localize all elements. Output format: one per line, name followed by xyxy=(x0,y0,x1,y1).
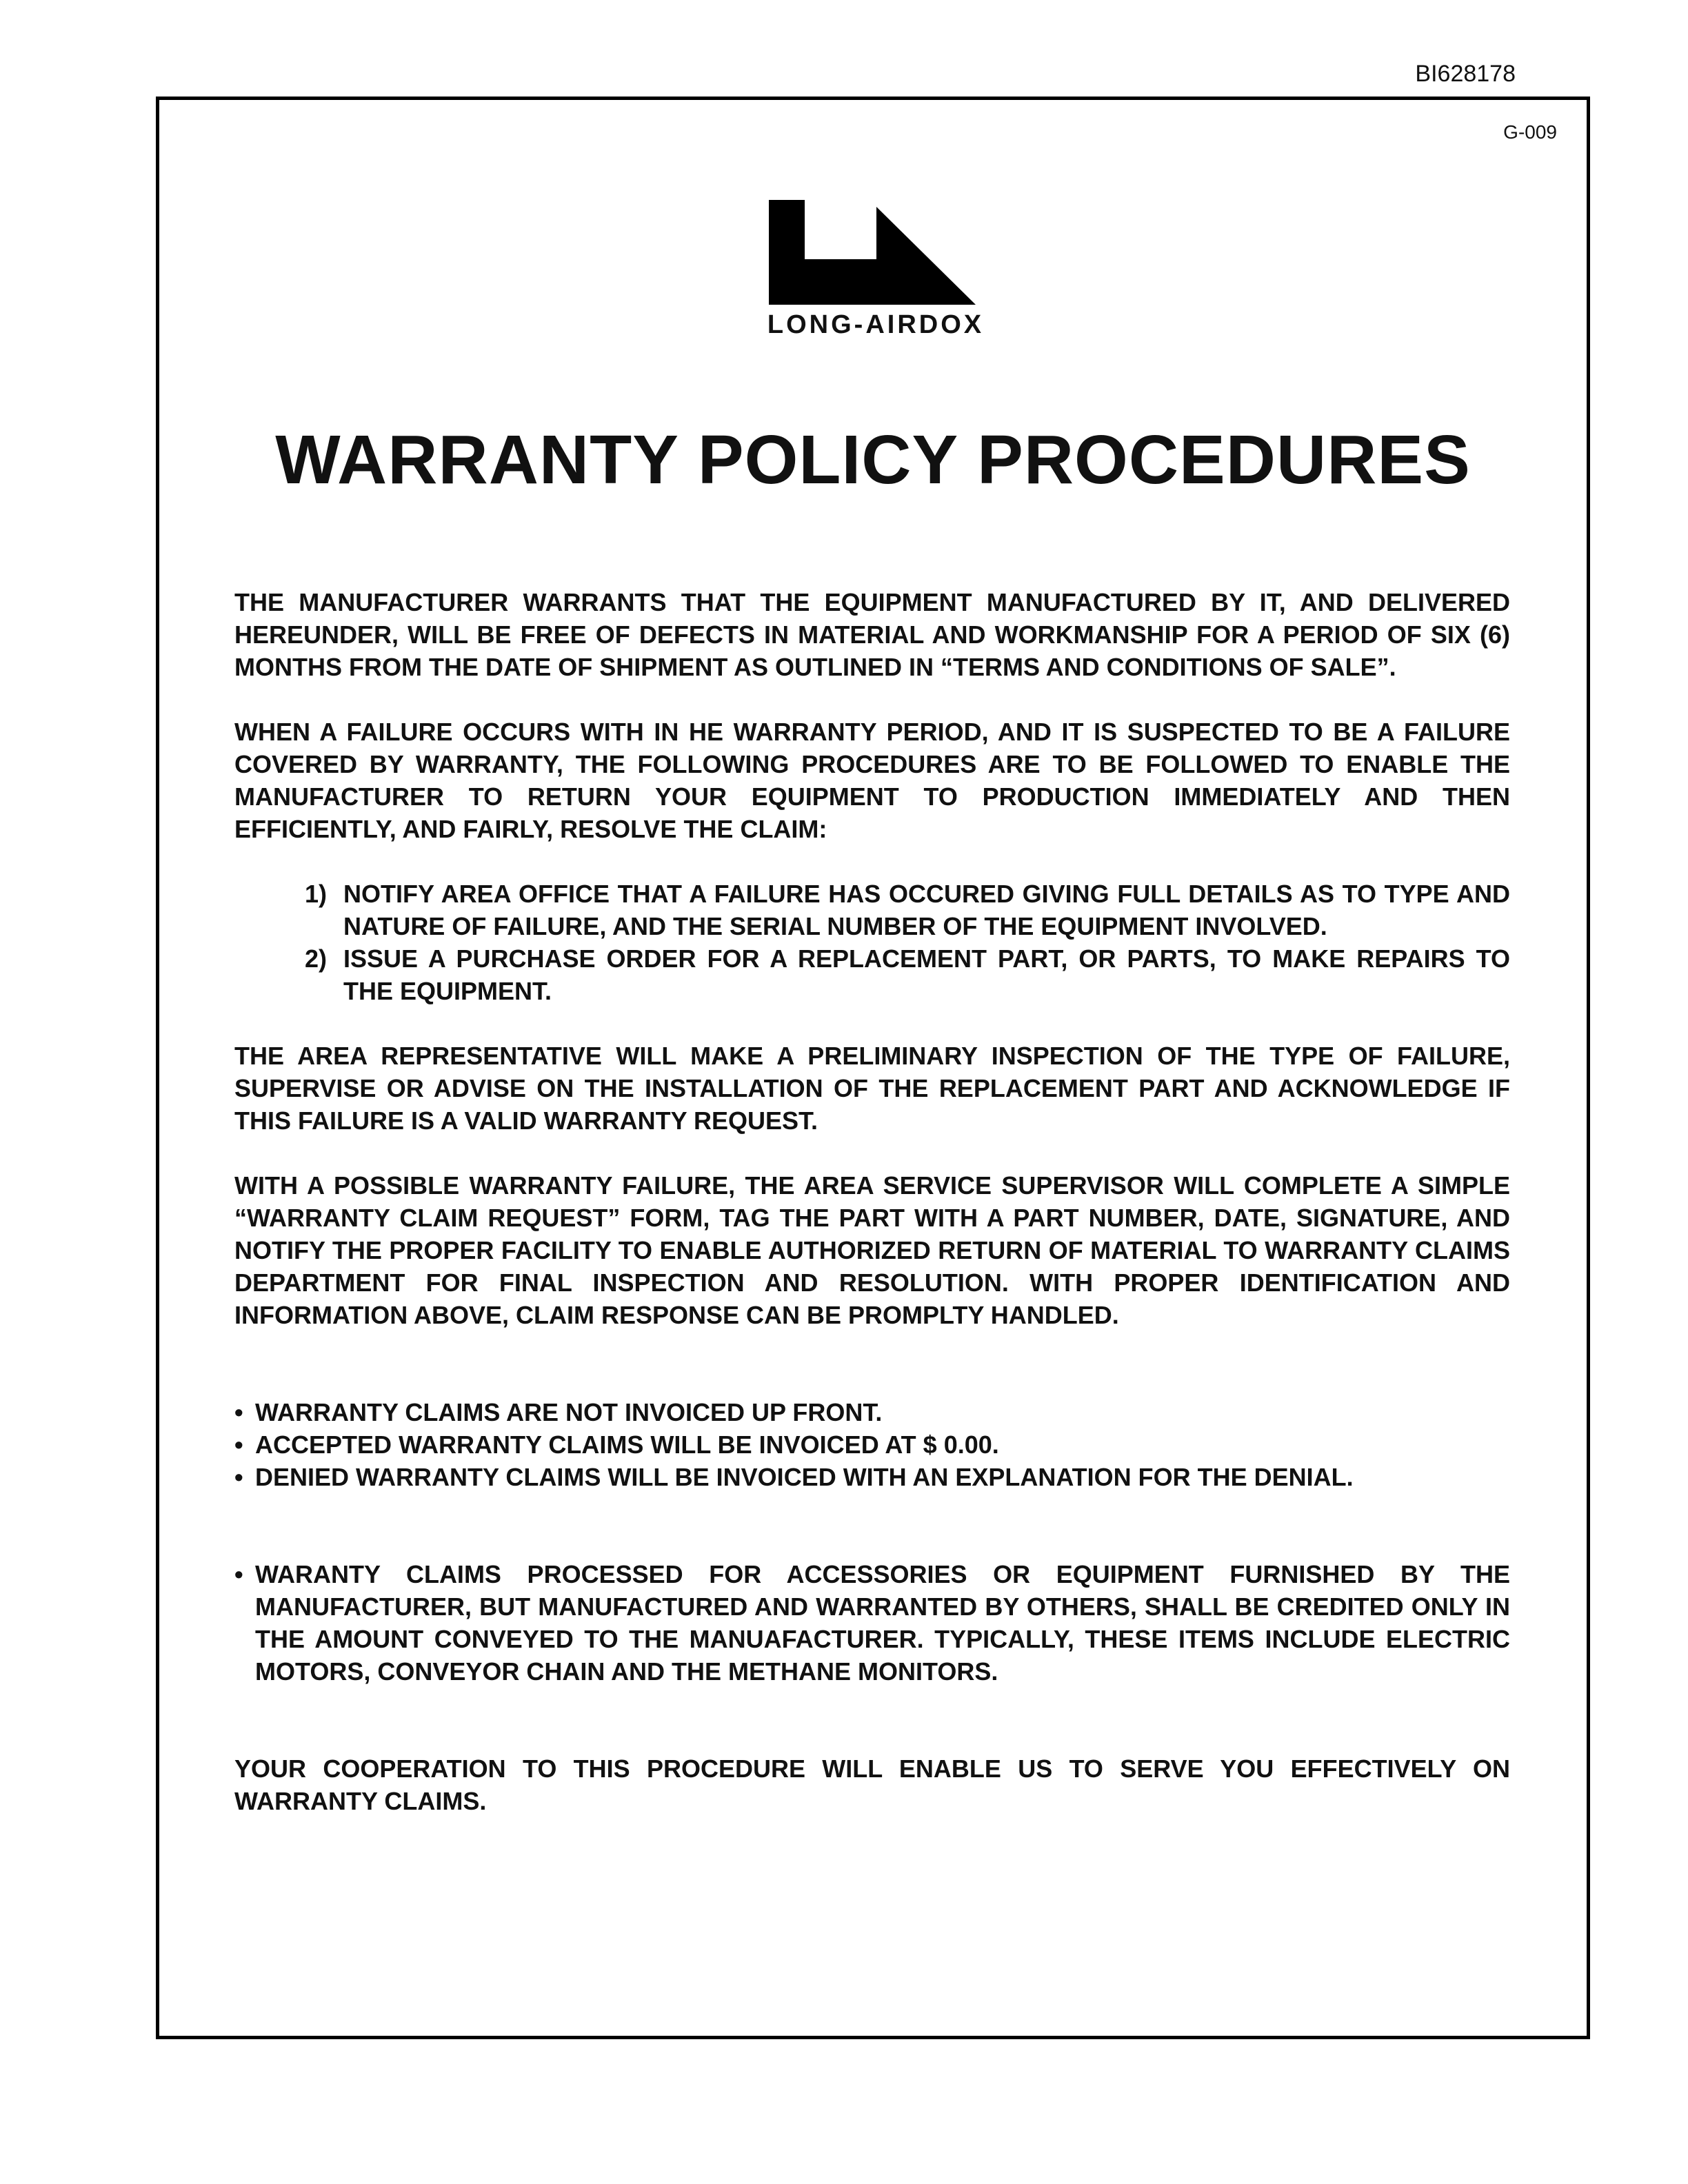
bullet-item: • WARANTY CLAIMS PROCESSED FOR ACCESSORIES OR EQUIPMENT FURNISHED BY THE MANUFACTURER, BUT MANUFACTURED AND WARRANTED BY OTHERS, SHALL BE CREDITED ONLY IN THE AMOUNT CONVEYED TO THE MANUAFACTURER. TYPICALLY, THESE ITEMS INCLUDE ELECTRIC MOTORS, CONVEYOR CHAIN AND THE METHANE MONITORS. xyxy=(234,1558,1510,1688)
bullet-item: • DENIED WARRANTY CLAIMS WILL BE INVOICED WITH AN EXPLANATION FOR THE DENIAL. xyxy=(234,1461,1510,1493)
company-logo xyxy=(683,200,1069,345)
paragraph-failure-procedure: WHEN A FAILURE OCCURS WITH IN HE WARRANTY PERIOD, AND IT IS SUSPECTED TO BE A FAILURE COVERED BY WARRANTY, THE FOLLOWING PROCEDURES ARE TO BE FOLLOWED TO ENABLE THE MANUFACTURER TO RETURN YOUR EQUIPMENT TO PRODUCTION IMMEDIATELY AND THEN EFFICIENTLY, AND FAIRLY, RESOLVE THE CLAIM: xyxy=(234,718,1510,843)
bullet-item: • ACCEPTED WARRANTY CLAIMS WILL BE INVOICED AT $ 0.00. xyxy=(234,1428,1510,1461)
logo-wordmark: LONG-AIRDOX xyxy=(767,310,985,339)
paragraph-claim-request: WITH A POSSIBLE WARRANTY FAILURE, THE AREA SERVICE SUPERVISOR WILL COMPLETE A SIMPLE “WARRANTY CLAIM REQUEST” FORM, TAG THE PART WITH A PART NUMBER, DATE, SIGNATURE, AND NOTIFY THE PROPER FACILITY TO ENABLE AUTHORIZED RETURN OF MATERIAL TO WARRANTY CLAIMS DEPARTMENT FOR FINAL INSPECTION AND RESOLUTION. WITH PROPER IDENTIFICATION AND INFORMATION ABOVE, CLAIM RESPONSE CAN BE PROMPLTY HANDLED. xyxy=(234,1171,1510,1329)
step-text: ISSUE A PURCHASE ORDER FOR A REPLACEMENT PART, OR PARTS, TO MAKE REPAIRS TO THE EQUIPMENT. xyxy=(343,944,1510,1005)
closing-paragraph: YOUR COOPERATION TO THIS PROCEDURE WILL ENABLE US TO SERVE YOU EFFECTIVELY ON WARRANTY CLAIMS. xyxy=(234,1755,1510,1815)
procedure-step xyxy=(234,878,1510,942)
accessories-bullet xyxy=(234,1558,1510,1688)
form-code: G-009 xyxy=(1503,121,1557,143)
step-number: 1) xyxy=(305,880,328,908)
bullet-item: • WARRANTY CLAIMS ARE NOT INVOICED UP FRONT. xyxy=(234,1396,1510,1428)
long-airdox-la-logo-icon xyxy=(769,200,983,310)
document-id: BI628178 xyxy=(1415,61,1516,87)
procedure-steps xyxy=(234,878,1510,1007)
paragraph-area-representative: THE AREA REPRESENTATIVE WILL MAKE A PRELIMINARY INSPECTION OF THE TYPE OF FAILURE, SUPERVISE OR ADVISE ON THE INSTALLATION OF THE REPLACEMENT PART AND ACKNOWLEDGE IF THIS FAILURE IS A VALID WARRANTY REQUEST. xyxy=(234,1042,1510,1135)
step-number: 2) xyxy=(305,944,328,973)
page-title: WARRANTY POLICY PROCEDURES xyxy=(275,421,1471,498)
paragraph-warranty-terms: THE MANUFACTURER WARRANTS THAT THE EQUIPMENT MANUFACTURED BY IT, AND DELIVERED HEREUNDER, WILL BE FREE OF DEFECTS IN MATERIAL AND WORKMANSHIP FOR A PERIOD OF SIX (6) MONTHS FROM THE DATE OF SHIPMENT AS OUTLINED IN “TERMS AND CONDITIONS OF SALE”. xyxy=(234,588,1510,681)
document-body xyxy=(234,586,1510,1850)
step-text: NOTIFY AREA OFFICE THAT A FAILURE HAS OCCURED GIVING FULL DETAILS AS TO TYPE AND NATURE OF FAILURE, AND THE SERIAL NUMBER OF THE EQUIPMENT INVOLVED. xyxy=(343,880,1510,940)
invoice-bullets xyxy=(234,1396,1510,1493)
procedure-step xyxy=(234,942,1510,1007)
